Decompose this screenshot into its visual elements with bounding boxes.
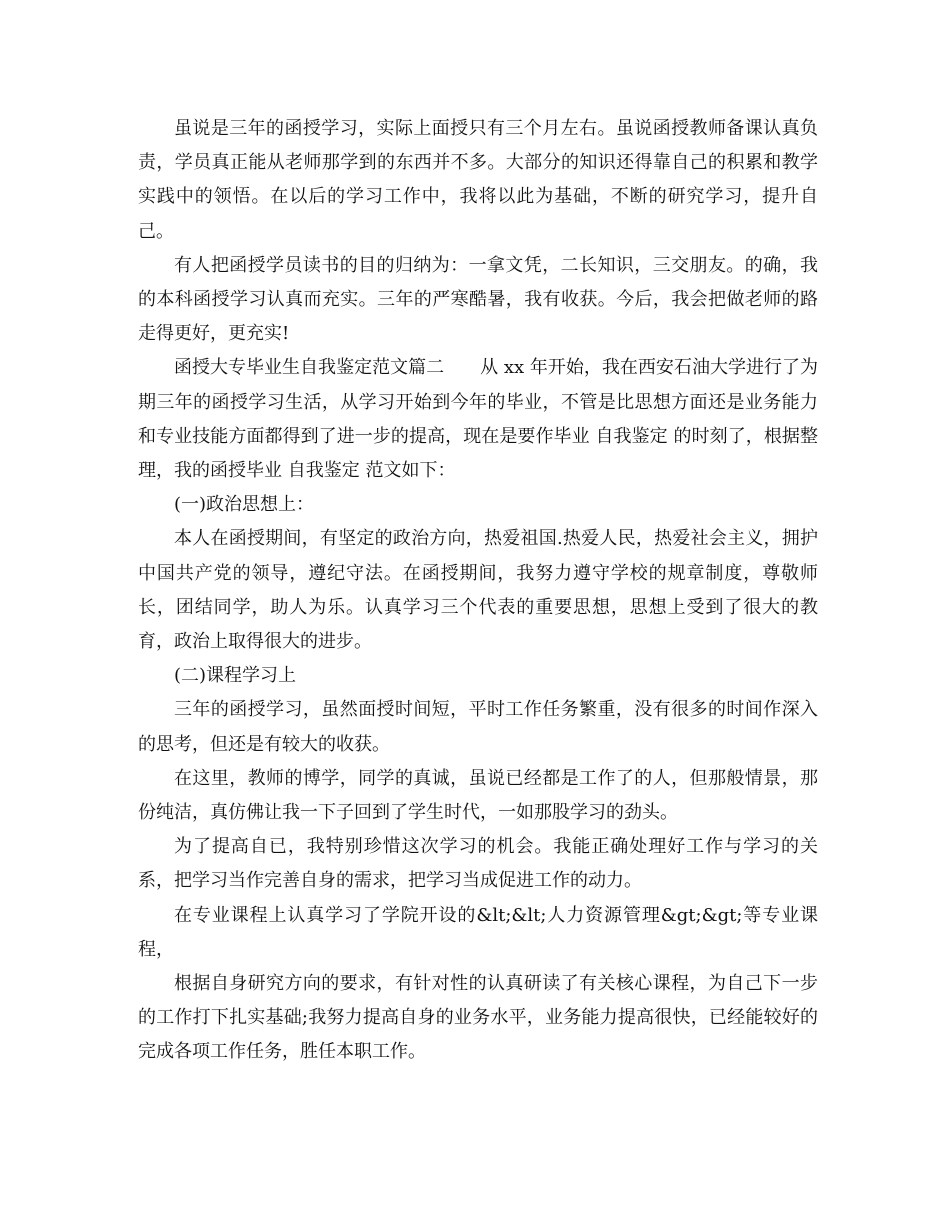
paragraph-study-summary: 虽说是三年的函授学习，实际上面授只有三个月左右。虽说函授教师备课认真负责，学员真正能从老师那学到的东西并不多。大部分的知识还得靠自己的积累和教学实践中的领悟。在以后的学习工作中，我将以此为基础，不断的研究学习，提升自己。 [138,118,818,242]
document-body [138,112,818,1070]
paragraph-major-courses: 在专业课程上认真学习了学院开设的&lt;&lt;人力资源管理&gt;&gt;等专业课程， [138,904,818,960]
paragraph-opportunity: 为了提高自已，我特别珍惜这次学习的机会。我能正确处理好工作与学习的关系，把学习当作完善自身的需求，把学习当成促进工作的动力。 [138,836,818,892]
heading-course-study: (二)课程学习上 [174,665,297,687]
paragraph-sample-two-intro: 函授大专毕业生自我鉴定范文篇二 从 xx 年开始，我在西安石油大学进行了为期三年的函授学习生活，从学习开始到今年的毕业，不管是比思想方面还是业务能力和专业技能方面都得到了进一步的提高，现在是要作毕业 自我鉴定 的时刻了，根据整理，我的函授毕业 自我鉴定 范文如下： [138,357,818,482]
paragraph-political-thought: 本人在函授期间，有坚定的政治方向，热爱祖国.热爱人民，热爱社会主义，拥护中国共产党的领导，遵纪守法。在函授期间，我努力遵守学校的规章制度，尊敬师长，团结同学，助人为乐。认真学习三个代表的重要思想，思想上受到了很大的教育，政治上取得很大的进步。 [138,528,818,653]
paragraph-research-direction: 根据自身研究方向的要求，有针对性的认真研读了有关核心课程，为自己下一步的工作打下扎实基础;我努力提高自身的业务水平，业务能力提高很快，已经能较好的完成各项工作任务，胜任本职工作。 [138,973,818,1063]
paragraph-reading-goals: 有人把函授学员读书的目的归纳为：一拿文凭，二长知识，三交朋友。的确，我的本科函授学习认真而充实。三年的严寒酷暑，我有收获。今后，我会把做老师的路走得更好，更充实! [138,254,818,345]
paragraph-course-study: 三年的函授学习，虽然面授时间短，平时工作任务繁重，没有很多的时间作深入的思考，但还是有较大的收获。 [138,699,818,755]
paragraph-classmates: 在这里，教师的博学，同学的真诚，虽说已经都是工作了的人，但那般情景，那份纯洁，真仿佛让我一下子回到了学生时代，一如那股学习的劲头。 [138,767,818,824]
heading-political-thought: (一)政治思想上： [174,494,315,516]
